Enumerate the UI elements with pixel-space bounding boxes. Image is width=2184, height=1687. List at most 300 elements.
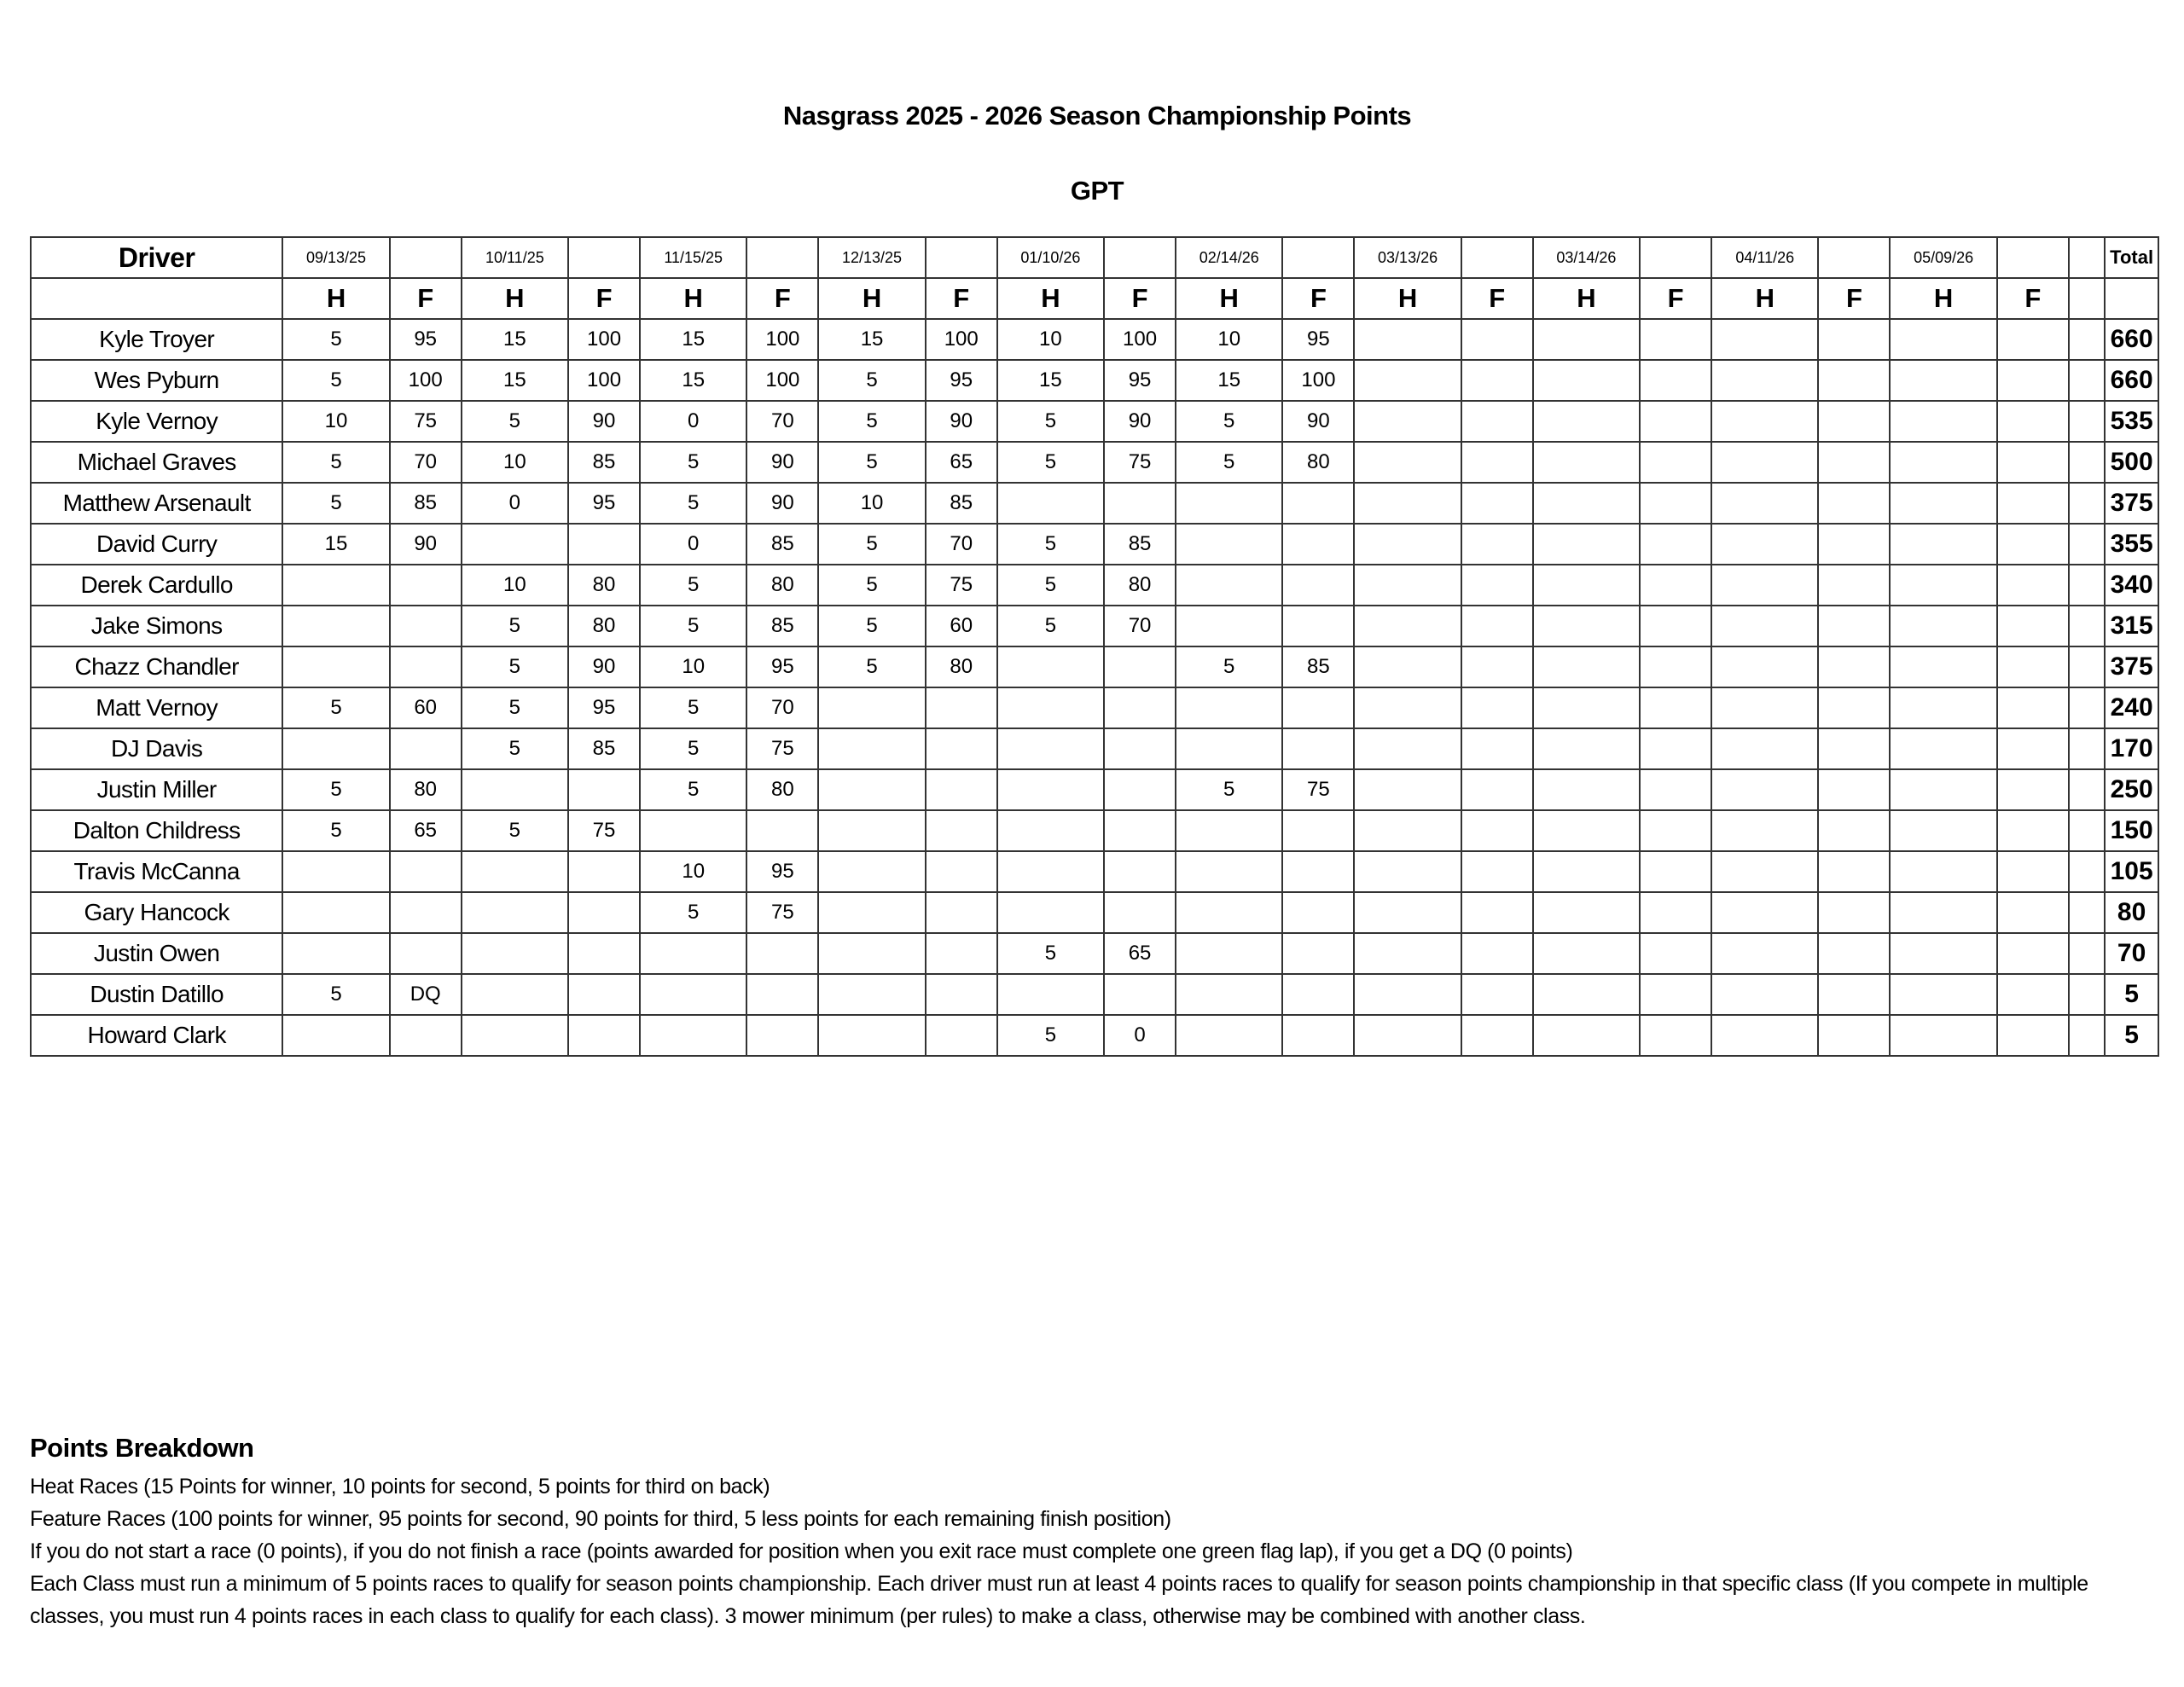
feature-points-cell	[1640, 728, 1711, 769]
feature-points-cell	[926, 892, 997, 933]
heat-points-cell	[1890, 892, 1996, 933]
header-row-dates	[31, 237, 2158, 278]
heat-points-cell	[282, 933, 389, 974]
heat-points-cell	[1533, 360, 1640, 401]
feature-points-cell: 80	[568, 606, 640, 646]
driver-name: Chazz Chandler	[31, 646, 282, 687]
feature-points-cell: 80	[1104, 565, 1176, 606]
feature-points-cell	[568, 769, 640, 810]
heat-points-cell: 5	[997, 401, 1104, 442]
heat-points-cell: 0	[640, 524, 746, 565]
feature-points-cell: 85	[926, 483, 997, 524]
race-date-header: 05/09/26	[1890, 237, 1996, 278]
feature-points-cell	[926, 974, 997, 1015]
spacer-cell	[2069, 360, 2105, 401]
total-points-cell: 500	[2105, 442, 2158, 483]
heat-points-cell	[1533, 892, 1640, 933]
heat-points-cell	[1533, 565, 1640, 606]
heat-points-cell: 15	[462, 360, 568, 401]
feature-points-cell: 80	[746, 565, 818, 606]
feature-points-cell	[1461, 360, 1533, 401]
total-points-cell: 240	[2105, 687, 2158, 728]
feature-points-cell	[1818, 769, 1890, 810]
feature-points-cell	[390, 851, 462, 892]
feature-points-cell	[1640, 769, 1711, 810]
heat-points-cell: 15	[640, 360, 746, 401]
feature-points-cell	[1997, 606, 2069, 646]
heat-points-cell	[462, 851, 568, 892]
feature-points-cell: 85	[390, 483, 462, 524]
heat-points-cell	[1176, 565, 1282, 606]
table-row	[31, 565, 2158, 606]
feature-points-cell	[926, 769, 997, 810]
feature-column-header: F	[1461, 278, 1533, 319]
heat-points-cell	[282, 728, 389, 769]
heat-points-cell: 5	[640, 769, 746, 810]
heat-points-cell: 5	[1176, 646, 1282, 687]
feature-points-cell	[1640, 933, 1711, 974]
heat-points-cell	[1890, 442, 1996, 483]
feature-points-cell	[568, 974, 640, 1015]
feature-points-cell: 70	[746, 401, 818, 442]
heat-points-cell	[997, 687, 1104, 728]
heat-points-cell	[1533, 687, 1640, 728]
heat-points-cell	[1354, 401, 1461, 442]
heat-points-cell	[640, 810, 746, 851]
total-points-cell: 375	[2105, 483, 2158, 524]
spacer-cell	[2069, 606, 2105, 646]
breakdown-line-feature: Feature Races (100 points for winner, 95 points for second, 90 points for third, 5 less points for each remaining finish position)	[30, 1507, 1171, 1531]
heat-points-cell: 5	[282, 483, 389, 524]
feature-points-cell	[390, 565, 462, 606]
heat-points-cell: 10	[640, 851, 746, 892]
table-row	[31, 851, 2158, 892]
heat-points-cell: 5	[818, 565, 925, 606]
heat-points-cell: 15	[462, 319, 568, 360]
heat-points-cell: 5	[997, 524, 1104, 565]
feature-points-cell	[1282, 974, 1354, 1015]
spacer-cell	[2069, 974, 2105, 1015]
heat-points-cell	[282, 892, 389, 933]
driver-name: Michael Graves	[31, 442, 282, 483]
heat-points-cell	[818, 810, 925, 851]
spacer-cell	[2069, 565, 2105, 606]
heat-points-cell: 5	[282, 319, 389, 360]
heat-points-cell	[1354, 524, 1461, 565]
heat-points-cell	[1354, 606, 1461, 646]
heat-points-cell	[1354, 360, 1461, 401]
driver-name: Justin Miller	[31, 769, 282, 810]
heat-points-cell	[1890, 401, 1996, 442]
feature-points-cell	[1461, 319, 1533, 360]
feature-points-cell	[1461, 728, 1533, 769]
feature-points-cell: 90	[390, 524, 462, 565]
feature-points-cell	[1461, 892, 1533, 933]
heat-points-cell: 5	[997, 606, 1104, 646]
feature-points-cell: 80	[926, 646, 997, 687]
feature-points-cell: 100	[926, 319, 997, 360]
feature-points-cell: 65	[926, 442, 997, 483]
heat-points-cell	[1711, 851, 1818, 892]
feature-column-header: F	[926, 278, 997, 319]
feature-points-cell	[1997, 646, 2069, 687]
feature-column-header: F	[568, 278, 640, 319]
feature-points-cell: 100	[1104, 319, 1176, 360]
heat-points-cell	[1890, 360, 1996, 401]
heat-points-cell: 10	[462, 565, 568, 606]
feature-points-cell: 90	[746, 442, 818, 483]
feature-points-cell: 95	[926, 360, 997, 401]
heat-points-cell	[1354, 483, 1461, 524]
feature-points-cell: 80	[746, 769, 818, 810]
heat-points-cell	[1711, 769, 1818, 810]
feature-column-header: F	[1997, 278, 2069, 319]
feature-points-cell: 75	[926, 565, 997, 606]
feature-points-cell: 90	[746, 483, 818, 524]
heat-points-cell	[1176, 1015, 1282, 1056]
feature-points-cell	[390, 892, 462, 933]
heat-points-cell	[1533, 646, 1640, 687]
feature-points-cell	[1461, 483, 1533, 524]
spacer-header-cell	[2069, 237, 2105, 278]
heat-points-cell: 5	[818, 606, 925, 646]
heat-points-cell	[462, 524, 568, 565]
table-row	[31, 728, 2158, 769]
heat-points-cell	[1890, 483, 1996, 524]
heat-points-cell	[1354, 319, 1461, 360]
feature-points-cell	[1282, 687, 1354, 728]
feature-points-cell	[1818, 687, 1890, 728]
empty-header-cell	[746, 237, 818, 278]
feature-points-cell: 60	[926, 606, 997, 646]
heat-points-cell	[1354, 442, 1461, 483]
heat-points-cell	[1354, 851, 1461, 892]
heat-points-cell: 10	[282, 401, 389, 442]
feature-points-cell	[1461, 401, 1533, 442]
heat-points-cell: 5	[640, 728, 746, 769]
empty-header-cell	[31, 278, 282, 319]
heat-points-cell	[1176, 974, 1282, 1015]
spacer-cell	[2069, 401, 2105, 442]
feature-points-cell: 95	[746, 851, 818, 892]
heat-points-cell	[1354, 1015, 1461, 1056]
feature-points-cell: 100	[746, 319, 818, 360]
feature-points-cell	[1997, 442, 2069, 483]
heat-points-cell	[997, 483, 1104, 524]
empty-header-cell	[1640, 237, 1711, 278]
feature-points-cell	[1461, 606, 1533, 646]
heat-points-cell: 10	[640, 646, 746, 687]
heat-points-cell	[1890, 524, 1996, 565]
feature-points-cell: 70	[1104, 606, 1176, 646]
feature-points-cell: 60	[390, 687, 462, 728]
feature-points-cell	[746, 810, 818, 851]
feature-points-cell: 90	[568, 646, 640, 687]
heat-points-cell	[1711, 646, 1818, 687]
feature-points-cell	[1461, 769, 1533, 810]
empty-header-cell	[568, 237, 640, 278]
feature-points-cell: 95	[568, 687, 640, 728]
feature-points-cell	[1461, 687, 1533, 728]
heat-column-header: H	[1711, 278, 1818, 319]
class-title: GPT	[1070, 176, 1124, 206]
heat-points-cell	[1533, 442, 1640, 483]
feature-points-cell	[1104, 646, 1176, 687]
heat-points-cell: 5	[818, 524, 925, 565]
table-row	[31, 442, 2158, 483]
points-breakdown	[30, 1433, 2163, 1632]
feature-points-cell	[1997, 401, 2069, 442]
feature-points-cell	[1818, 360, 1890, 401]
heat-points-cell: 5	[997, 565, 1104, 606]
race-date-header: 09/13/25	[282, 237, 389, 278]
heat-points-cell	[1533, 401, 1640, 442]
feature-points-cell	[1818, 933, 1890, 974]
spacer-cell	[2069, 524, 2105, 565]
table-row	[31, 524, 2158, 565]
feature-points-cell	[1104, 769, 1176, 810]
feature-points-cell	[926, 728, 997, 769]
heat-points-cell	[1890, 810, 1996, 851]
feature-points-cell	[1818, 442, 1890, 483]
feature-points-cell	[1104, 483, 1176, 524]
empty-header-cell	[2105, 278, 2158, 319]
feature-points-cell	[1818, 606, 1890, 646]
driver-name: Jake Simons	[31, 606, 282, 646]
feature-points-cell	[926, 933, 997, 974]
heat-points-cell: 15	[818, 319, 925, 360]
feature-points-cell	[1282, 606, 1354, 646]
empty-header-cell	[926, 237, 997, 278]
total-points-cell: 660	[2105, 360, 2158, 401]
total-points-cell: 375	[2105, 646, 2158, 687]
heat-points-cell	[1354, 810, 1461, 851]
breakdown-line-dnf-dq: If you do not start a race (0 points), if you do not finish a race (points awarded for position when you exit race must complete one green flag lap), if you get a DQ (0 points)	[30, 1539, 1573, 1563]
heat-points-cell	[1890, 1015, 1996, 1056]
feature-points-cell	[746, 1015, 818, 1056]
heat-points-cell	[818, 1015, 925, 1056]
spacer-cell	[2069, 728, 2105, 769]
heat-points-cell	[1533, 1015, 1640, 1056]
feature-points-cell	[1282, 933, 1354, 974]
heat-points-cell: 5	[640, 442, 746, 483]
table-row	[31, 360, 2158, 401]
feature-points-cell: 75	[568, 810, 640, 851]
feature-points-cell	[568, 1015, 640, 1056]
feature-points-cell	[1640, 606, 1711, 646]
table-row	[31, 1015, 2158, 1056]
empty-header-cell	[390, 237, 462, 278]
feature-points-cell	[1997, 892, 2069, 933]
feature-column-header: F	[746, 278, 818, 319]
feature-column-header: F	[1818, 278, 1890, 319]
heat-points-cell	[1354, 892, 1461, 933]
feature-points-cell: 65	[1104, 933, 1176, 974]
heat-points-cell	[1533, 319, 1640, 360]
feature-points-cell	[1818, 483, 1890, 524]
feature-points-cell	[746, 933, 818, 974]
heat-points-cell: 5	[462, 728, 568, 769]
feature-points-cell	[1104, 974, 1176, 1015]
heat-points-cell	[1890, 606, 1996, 646]
table-row	[31, 606, 2158, 646]
spacer-cell	[2069, 810, 2105, 851]
race-date-header: 11/15/25	[640, 237, 746, 278]
feature-points-cell: 85	[746, 606, 818, 646]
feature-points-cell	[1640, 1015, 1711, 1056]
heat-points-cell: 5	[997, 442, 1104, 483]
feature-points-cell: 95	[568, 483, 640, 524]
breakdown-line-qualify: Each Class must run a minimum of 5 points races to qualify for season points championship. Each driver must run at least 4 points races to qualify for season points championship in that specific class (If you compete in multiple classes, you must run 4 points races in each class to qualify for each class). 3 mower minimum (per rules) to make a class, otherwise may be combined with another class.	[30, 1572, 2088, 1628]
feature-points-cell	[1640, 401, 1711, 442]
feature-points-cell	[1282, 524, 1354, 565]
heat-points-cell	[1354, 687, 1461, 728]
heat-points-cell	[1533, 933, 1640, 974]
feature-points-cell: 70	[746, 687, 818, 728]
feature-points-cell	[1104, 810, 1176, 851]
feature-points-cell: 85	[1282, 646, 1354, 687]
feature-points-cell	[1997, 483, 2069, 524]
heat-points-cell: 15	[1176, 360, 1282, 401]
table-row	[31, 483, 2158, 524]
heat-column-header: H	[282, 278, 389, 319]
feature-points-cell	[1461, 646, 1533, 687]
feature-points-cell	[1461, 1015, 1533, 1056]
feature-points-cell: 80	[390, 769, 462, 810]
heat-points-cell	[997, 646, 1104, 687]
heat-points-cell: 5	[640, 565, 746, 606]
feature-points-cell	[1461, 565, 1533, 606]
heat-points-cell	[462, 1015, 568, 1056]
heat-points-cell	[1711, 565, 1818, 606]
feature-points-cell	[1461, 851, 1533, 892]
driver-name: Kyle Vernoy	[31, 401, 282, 442]
heat-points-cell	[640, 1015, 746, 1056]
heat-points-cell	[1890, 319, 1996, 360]
heat-points-cell	[282, 565, 389, 606]
heat-points-cell	[1533, 483, 1640, 524]
feature-points-cell: 90	[568, 401, 640, 442]
feature-points-cell	[1104, 687, 1176, 728]
total-points-cell: 5	[2105, 1015, 2158, 1056]
feature-points-cell: 75	[746, 728, 818, 769]
heat-points-cell	[1354, 933, 1461, 974]
heat-points-cell	[1890, 769, 1996, 810]
feature-points-cell: 75	[1282, 769, 1354, 810]
driver-name: Derek Cardullo	[31, 565, 282, 606]
heat-points-cell	[1711, 442, 1818, 483]
heat-points-cell	[1354, 565, 1461, 606]
total-points-cell: 5	[2105, 974, 2158, 1015]
heat-points-cell: 0	[462, 483, 568, 524]
race-date-header: 04/11/26	[1711, 237, 1818, 278]
heat-points-cell	[1533, 810, 1640, 851]
heat-points-cell: 5	[282, 769, 389, 810]
feature-points-cell: 100	[568, 360, 640, 401]
heat-points-cell	[282, 646, 389, 687]
total-points-cell: 170	[2105, 728, 2158, 769]
feature-points-cell	[1282, 565, 1354, 606]
feature-points-cell: 95	[1282, 319, 1354, 360]
race-date-header: 10/11/25	[462, 237, 568, 278]
feature-points-cell	[1640, 483, 1711, 524]
feature-points-cell	[1997, 360, 2069, 401]
feature-points-cell: 70	[926, 524, 997, 565]
feature-points-cell	[1640, 442, 1711, 483]
feature-points-cell	[1997, 728, 2069, 769]
table-row	[31, 319, 2158, 360]
heat-points-cell	[818, 974, 925, 1015]
heat-points-cell: 10	[462, 442, 568, 483]
driver-name: Justin Owen	[31, 933, 282, 974]
heat-points-cell	[1711, 319, 1818, 360]
heat-points-cell: 0	[640, 401, 746, 442]
heat-points-cell	[282, 851, 389, 892]
driver-name: Wes Pyburn	[31, 360, 282, 401]
empty-header-cell	[1818, 237, 1890, 278]
header-row-heat-feature	[31, 278, 2158, 319]
feature-points-cell: 85	[568, 728, 640, 769]
heat-points-cell	[1533, 728, 1640, 769]
spacer-cell	[2069, 319, 2105, 360]
heat-points-cell	[1354, 646, 1461, 687]
feature-points-cell	[1640, 892, 1711, 933]
heat-points-cell: 5	[1176, 442, 1282, 483]
heat-points-cell: 5	[997, 1015, 1104, 1056]
heat-points-cell	[1176, 851, 1282, 892]
feature-points-cell	[1640, 810, 1711, 851]
feature-points-cell: 85	[746, 524, 818, 565]
feature-points-cell	[1640, 687, 1711, 728]
feature-points-cell: 90	[926, 401, 997, 442]
feature-points-cell: 75	[746, 892, 818, 933]
driver-name: Howard Clark	[31, 1015, 282, 1056]
heat-points-cell	[1533, 769, 1640, 810]
heat-points-cell: 5	[640, 687, 746, 728]
heat-points-cell	[1354, 728, 1461, 769]
feature-points-cell: 90	[1282, 401, 1354, 442]
heat-points-cell	[997, 974, 1104, 1015]
feature-points-cell: 0	[1104, 1015, 1176, 1056]
feature-points-cell	[1818, 565, 1890, 606]
heat-points-cell	[640, 933, 746, 974]
heat-points-cell	[1711, 810, 1818, 851]
feature-points-cell: 80	[568, 565, 640, 606]
feature-points-cell	[746, 974, 818, 1015]
feature-points-cell	[1997, 933, 2069, 974]
feature-points-cell	[390, 728, 462, 769]
heat-points-cell	[818, 769, 925, 810]
heat-points-cell	[1176, 687, 1282, 728]
heat-points-cell: 5	[282, 974, 389, 1015]
feature-points-cell	[1461, 974, 1533, 1015]
race-date-header: 02/14/26	[1176, 237, 1282, 278]
heat-points-cell: 5	[282, 810, 389, 851]
feature-points-cell: 85	[568, 442, 640, 483]
total-points-cell: 340	[2105, 565, 2158, 606]
driver-name: Gary Hancock	[31, 892, 282, 933]
spacer-cell	[2069, 1015, 2105, 1056]
driver-name: Dustin Datillo	[31, 974, 282, 1015]
heat-points-cell: 5	[462, 401, 568, 442]
feature-points-cell	[1818, 851, 1890, 892]
spacer-header-cell	[2069, 278, 2105, 319]
heat-points-cell: 5	[818, 442, 925, 483]
heat-points-cell	[1711, 524, 1818, 565]
race-date-header: 03/14/26	[1533, 237, 1640, 278]
points-breakdown-heading: Points Breakdown	[30, 1433, 254, 1463]
heat-points-cell: 5	[282, 687, 389, 728]
